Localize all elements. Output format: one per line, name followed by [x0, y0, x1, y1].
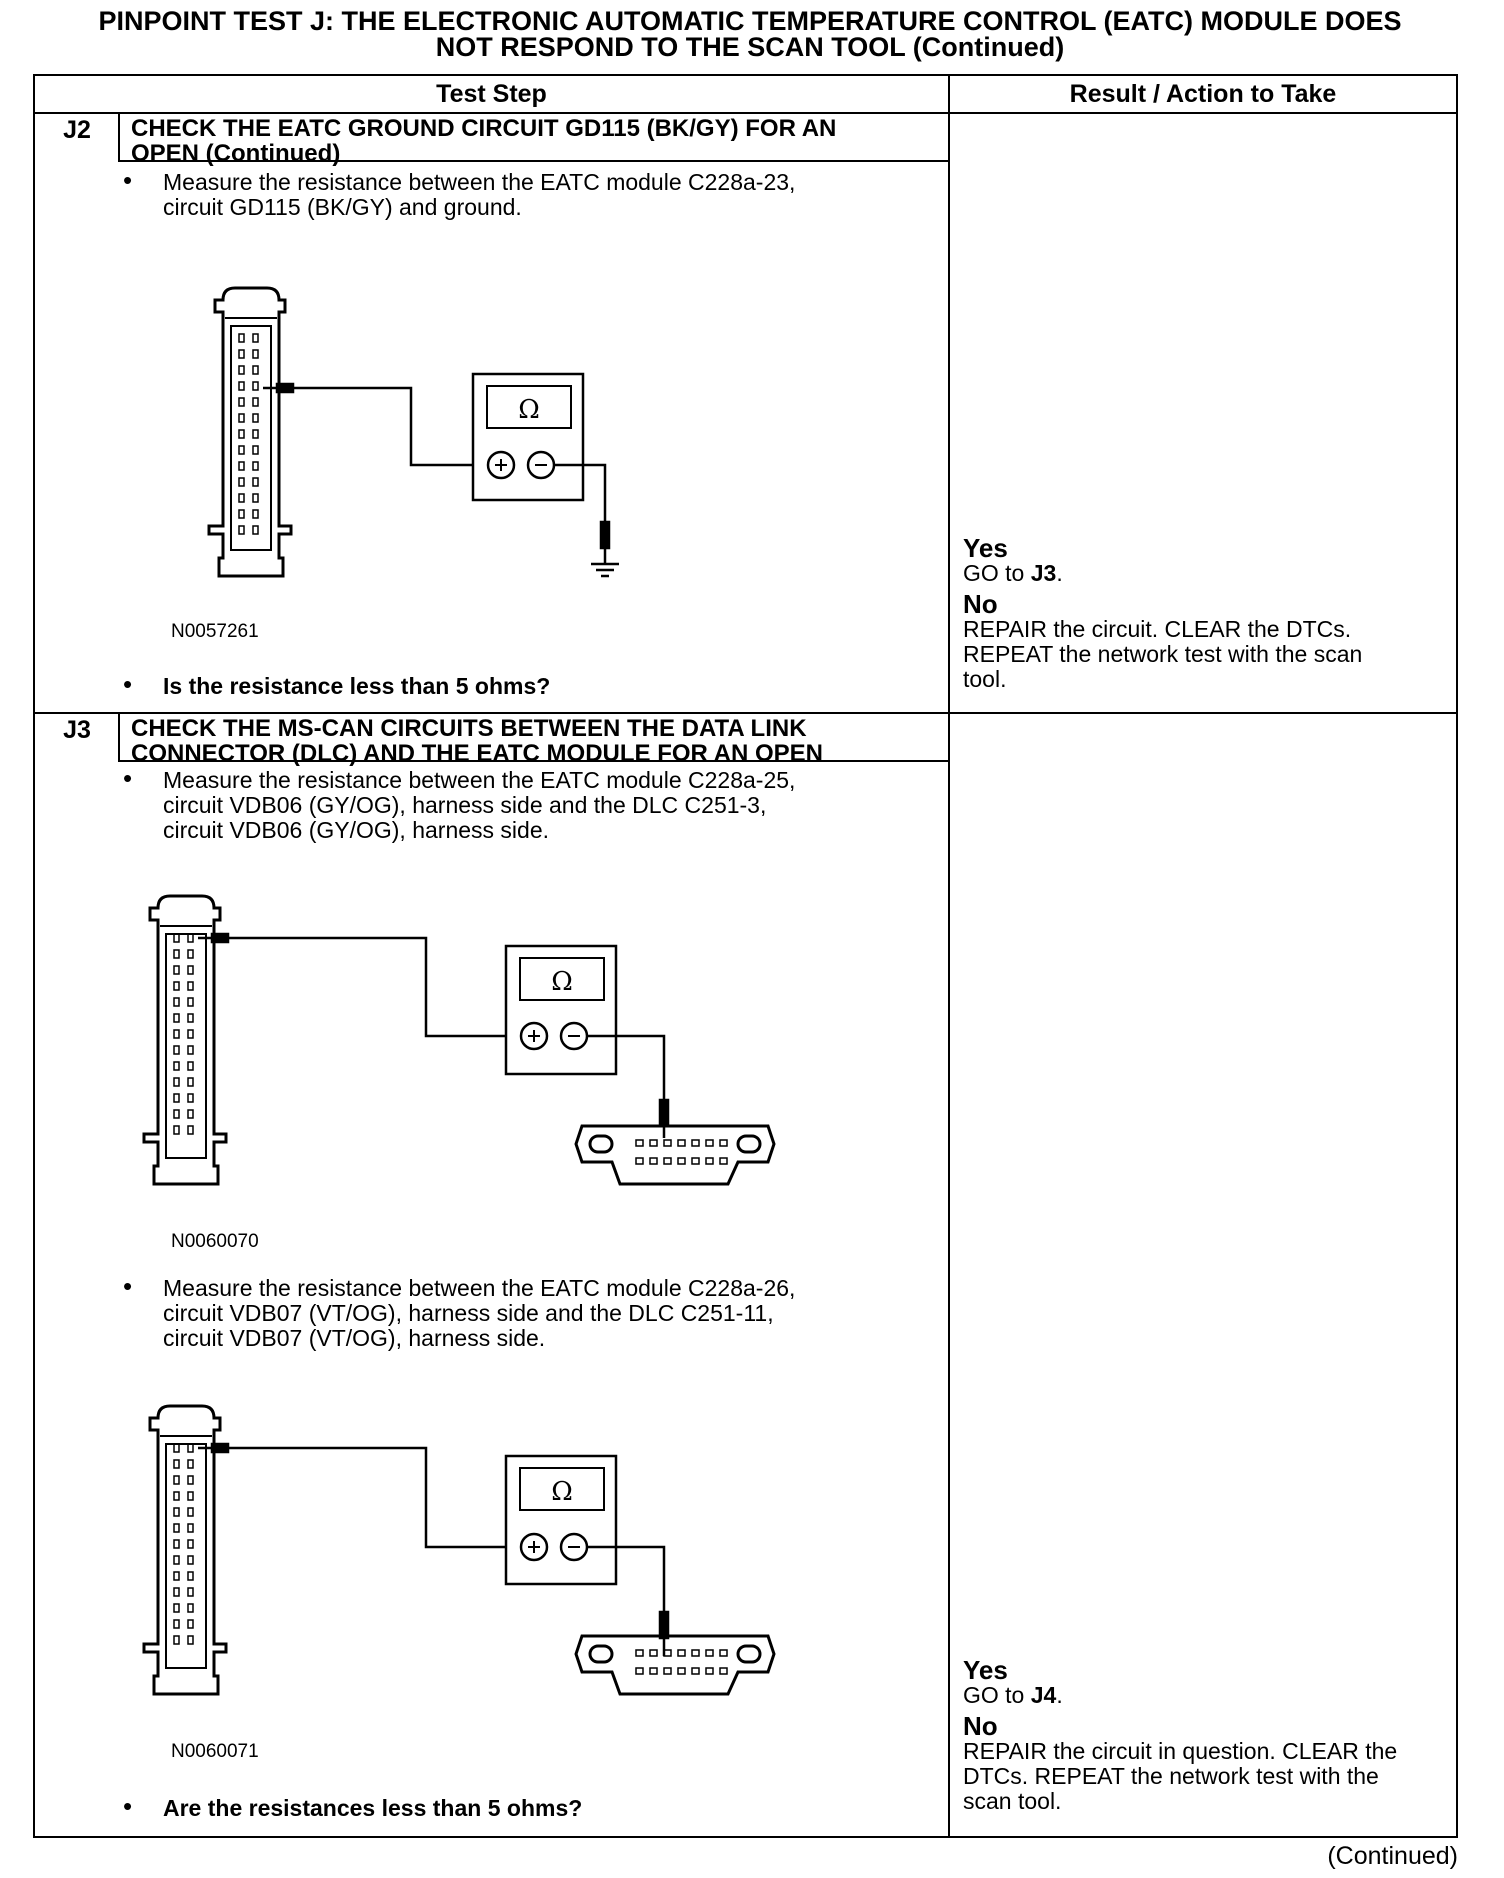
step-j3-bullet-1 [123, 763, 943, 843]
header-test-step: Test Step [436, 80, 547, 108]
wiring-diagram-vdb06-test [140, 894, 820, 1214]
step-id-j3: J3 [63, 716, 91, 744]
bullet-line: circuit VDB06 (GY/OG), harness side and the DLC C251-3, [163, 792, 767, 818]
no-action-line: REPEAT the network test with the scan [963, 641, 1363, 667]
yes-target: J4 [1030, 1682, 1057, 1708]
wiring-diagram-vdb07-test [140, 1404, 820, 1724]
connector-pins [239, 334, 258, 534]
dlc-probe-lead [587, 1547, 668, 1656]
probe-wire [198, 934, 506, 1036]
figure-id-n0060070: N0060070 [171, 1231, 259, 1252]
step-title-j3-line-1: CHECK THE MS-CAN CIRCUITS BETWEEN THE DATA LINK [131, 715, 807, 742]
bullet-line: circuit VDB06 (GY/OG), harness side. [163, 817, 550, 843]
dlc-probe-lead [587, 1036, 668, 1138]
bullet-line: circuit VDB07 (VT/OG), harness side and the DLC C251-11, [163, 1300, 774, 1326]
bullet-line: Measure the resistance between the EATC module C228a-26, [163, 1275, 796, 1301]
yes-go: GO to [963, 1682, 1031, 1708]
no-label: No [963, 589, 998, 619]
question-text: Are the resistances less than 5 ohms? [163, 1795, 583, 1821]
yes-label: Yes [963, 1655, 1008, 1685]
bullet-line: circuit GD115 (BK/GY) and ground. [163, 194, 522, 220]
step-title-j3-line-2: CONNECTOR (DLC) AND THE EATC MODULE FOR AN OPEN [131, 740, 823, 767]
ohm-symbol: Ω [518, 395, 540, 425]
connector-pins [174, 934, 193, 1134]
question-text: Is the resistance less than 5 ohms? [163, 673, 551, 699]
ohm-symbol: Ω [551, 967, 573, 997]
yes-end: . [1056, 560, 1063, 586]
yes-target: J3 [1030, 560, 1057, 586]
page-title [40, 8, 1460, 60]
dlc-connector-icon [576, 1636, 774, 1694]
dlc-pins [636, 1140, 727, 1164]
dlc-connector-icon [576, 1126, 774, 1184]
bullet-dot: • [123, 763, 133, 793]
no-action-line: DTCs. REPEAT the network test with the [963, 1763, 1379, 1789]
step-id-j2: J2 [63, 116, 91, 144]
step-title-j2 [131, 116, 971, 166]
title-line-2: NOT RESPOND TO THE SCAN TOOL (Continued) [435, 32, 1065, 62]
yes-action [963, 1683, 1458, 1708]
ohm-symbol: Ω [551, 1477, 573, 1507]
continued-label: (Continued) [1327, 1842, 1458, 1870]
figure-id-n0057261: N0057261 [171, 621, 259, 642]
bullet-line: circuit VDB07 (VT/OG), harness side. [163, 1325, 546, 1351]
figure-id-n0060071: N0060071 [171, 1741, 259, 1762]
pinpoint-test-table [33, 74, 1458, 1838]
ground-icon [591, 564, 619, 576]
dlc-pins [636, 1650, 727, 1674]
bullet-dot: • [123, 165, 133, 195]
yes-go: GO to [963, 560, 1031, 586]
bullet-line: Measure the resistance between the EATC module C228a-25, [163, 767, 796, 793]
step-j3-bullet-2 [123, 1271, 943, 1351]
ohmmeter-icon [506, 946, 616, 1074]
no-action-line: scan tool. [963, 1788, 1062, 1814]
title-line-1: PINPOINT TEST J: THE ELECTRONIC AUTOMATIC TEMPERATURE CONTROL (EATC) MODULE DOES [98, 6, 1402, 36]
ground-lead [554, 465, 609, 564]
result-j3 [963, 1655, 1458, 1814]
ohmmeter-icon [506, 1456, 616, 1584]
wiring-diagram-ground-test [205, 286, 625, 606]
no-action-line: REPAIR the circuit in question. CLEAR the [963, 1738, 1398, 1764]
yes-end: . [1056, 1682, 1063, 1708]
step-title-j2-line-2: OPEN (Continued) [131, 140, 341, 167]
result-j2 [963, 533, 1458, 692]
bullet-line: Measure the resistance between the EATC module C228a-23, [163, 169, 796, 195]
step-j2-question [123, 669, 943, 699]
step-j3-question [123, 1791, 943, 1821]
no-action-line: tool. [963, 666, 1007, 692]
step-title-j3 [131, 716, 971, 766]
header-result: Result / Action to Take [1069, 80, 1337, 108]
ohmmeter-icon [473, 374, 583, 500]
connector-pins [174, 1444, 193, 1644]
step-j2-bullet-1 [123, 165, 943, 220]
eatc-connector-icon [209, 288, 291, 576]
bullet-dot: • [123, 1791, 133, 1821]
probe-wire [263, 384, 473, 465]
probe-wire [198, 1444, 506, 1547]
yes-action [963, 561, 1458, 586]
bullet-dot: • [123, 1271, 133, 1301]
no-action-line: REPAIR the circuit. CLEAR the DTCs. [963, 616, 1352, 642]
bullet-dot: • [123, 669, 133, 699]
step-title-j2-line-1: CHECK THE EATC GROUND CIRCUIT GD115 (BK/GY) FOR AN [131, 115, 837, 142]
yes-label: Yes [963, 533, 1008, 563]
no-label: No [963, 1711, 998, 1741]
